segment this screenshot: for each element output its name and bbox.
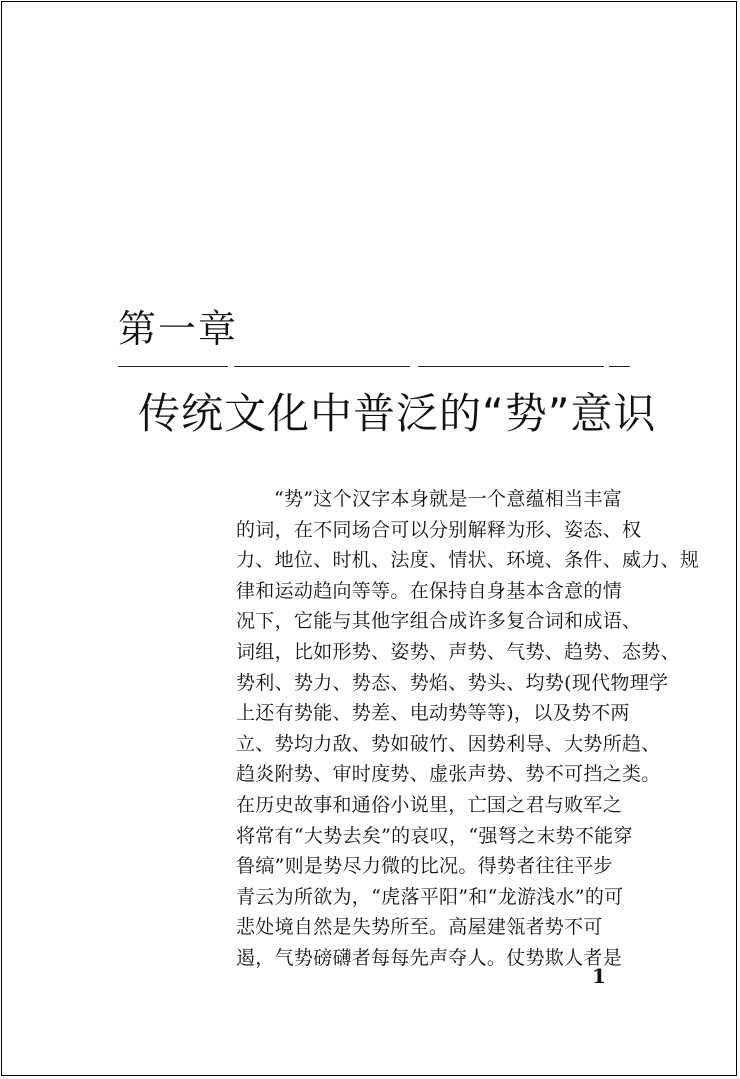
body-paragraph bbox=[236, 484, 700, 974]
text-line: 势利、势力、势态、势焰、势头、均势(现代物理学 bbox=[236, 671, 669, 694]
text-line: 立、势均力敌、势如破竹、因势利导、大势所趋、 bbox=[236, 732, 661, 755]
text-line: 悲处境自然是失势所至。高屋建瓴者势不可 bbox=[236, 916, 603, 939]
text-line: 鲁缟”则是势尽力微的比况。得势者往往平步 bbox=[236, 855, 613, 878]
page-number: 1 bbox=[592, 964, 606, 988]
chapter-divider bbox=[118, 366, 630, 367]
text-line: 况下，它能与其他字组合成许多复合词和成语、 bbox=[236, 610, 642, 633]
text-line: 在历史故事和通俗小说里，亡国之君与败军之 bbox=[236, 793, 623, 816]
chapter-title: 传统文化中普泛的“势”意识 bbox=[138, 389, 657, 438]
text-line: “势”这个汉字本身就是一个意蕴相当丰富 bbox=[274, 488, 623, 510]
divider-gap bbox=[604, 364, 609, 368]
text-line: 的词，在不同场合可以分别解释为形、姿态、权 bbox=[236, 518, 642, 541]
text-line: 将常有“大势去矣”的哀叹，“强弩之末势不能穿 bbox=[236, 824, 633, 847]
divider-gap bbox=[410, 364, 418, 368]
text-line: 趋炎附势、审时度势、虚张声势、势不可挡之类。 bbox=[236, 763, 661, 786]
text-line: 律和运动趋向等等。在保持自身基本含意的情 bbox=[236, 579, 623, 602]
text-line: 青云为所欲为，“虎落平阳”和“龙游浅水”的可 bbox=[236, 885, 624, 908]
text-line: 力、地位、时机、法度、情状、环境、条件、威力、规 bbox=[236, 549, 700, 572]
chapter-number: 第一章 bbox=[118, 307, 239, 351]
text-line: 遏，气势磅礴者每每先声夺人。仗势欺人者是 bbox=[236, 946, 623, 969]
text-line: 词组，比如形势、姿势、声势、气势、趋势、态势、 bbox=[236, 640, 680, 663]
divider-gap bbox=[228, 364, 234, 368]
text-line: 上还有势能、势差、电动势等等)，以及势不两 bbox=[236, 702, 630, 725]
